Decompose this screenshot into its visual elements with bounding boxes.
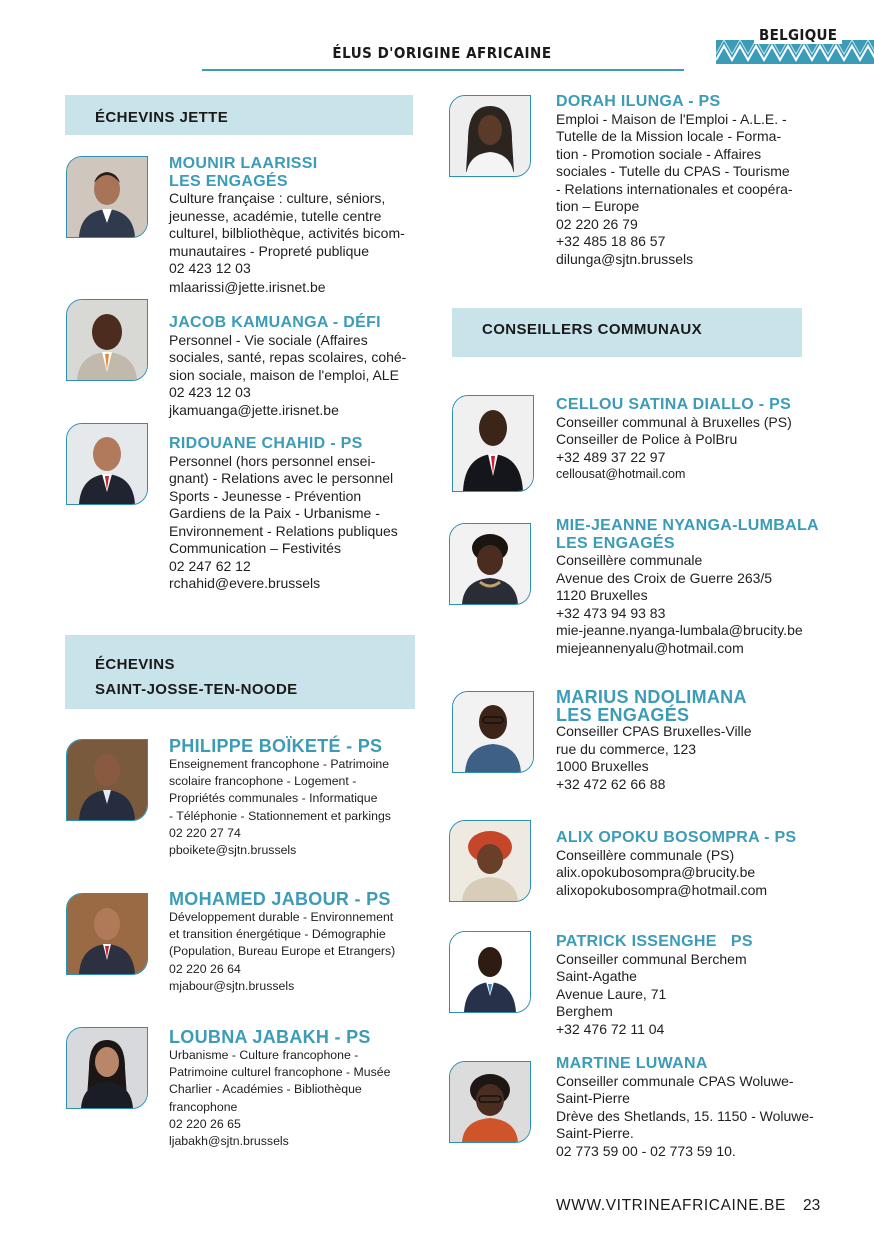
person-entry: [556, 933, 821, 1038]
person-email[interactable]: rchahid@evere.brussels: [169, 575, 321, 591]
person-detail: scolaire francophone - Logement -: [169, 774, 357, 789]
person-detail: Charlier - Académies - Bibliothèque: [169, 1082, 362, 1097]
person-name: ALIX OPOKU BOSOMPRA - PS: [556, 829, 797, 846]
section-title-line2: SAINT-JOSSE-TEN-NOODE: [95, 681, 298, 698]
person-detail: Sports - Jeunesse - Prévention: [169, 487, 362, 504]
region-label: BELGIQUE: [754, 26, 842, 44]
section-title: ÉCHEVINS JETTE: [95, 109, 229, 126]
person-entry: [169, 890, 424, 995]
person-detail: Enseignement francophone - Patrimoine: [169, 757, 390, 771]
person-detail: 1120 Bruxelles: [556, 587, 648, 603]
person-detail: Conseiller de Police à PolBru: [556, 431, 738, 447]
person-email[interactable]: pboikete@sjtn.brussels: [169, 843, 297, 858]
person-detail: francophone: [169, 1099, 238, 1114]
person-detail: Avenue des Croix de Guerre 263/5: [556, 569, 773, 586]
person-name: DORAH ILUNGA - PS: [556, 93, 721, 110]
portrait-photo: [449, 931, 531, 1013]
person-phone: 02 423 12 03: [169, 260, 251, 276]
page-title: ÉLUS D'ORIGINE AFRICAINE: [332, 44, 552, 62]
section-header-jette: [65, 95, 413, 135]
person-party: LES ENGAGÉS: [556, 705, 690, 725]
person-email[interactable]: mie-jeanne.nyanga-lumbala@brucity.be: [556, 622, 803, 638]
person-name: PHILIPPE BOÏKETÉ - PS: [169, 736, 383, 756]
person-detail: Personnel - Vie sociale (Affaires: [169, 331, 368, 348]
person-detail: Drève des Shetlands, 15. 1150 - Woluwe-: [556, 1107, 814, 1124]
portrait-photo: [66, 893, 148, 975]
person-detail: munautaires - Propreté publique: [169, 242, 370, 259]
person-detail: tion – Europe: [556, 198, 640, 214]
person-name: RIDOUANE CHAHID - PS: [169, 435, 363, 452]
region-badge: [716, 24, 874, 64]
person-detail: Saint-Pierre: [556, 1090, 630, 1106]
person-detail: Berghem: [556, 1003, 613, 1019]
person-email[interactable]: alixopokubosompra@hotmail.com: [556, 881, 768, 898]
person-detail: - Relations internationales et coopéra-: [556, 180, 793, 197]
person-detail: et transition énergétique - Démographie: [169, 927, 386, 942]
person-phone: 02 423 12 03: [169, 384, 251, 400]
person-entry: [556, 1055, 821, 1160]
person-name: CELLOU SATINA DIALLO - PS: [556, 396, 792, 413]
person-detail: - Téléphonie - Stationnement et parkings: [169, 808, 391, 823]
portrait-photo: [66, 299, 148, 381]
person-detail: Culture française : culture, séniors,: [169, 190, 386, 206]
person-detail: Tutelle de la Mission locale - Forma-: [556, 128, 782, 144]
person-detail: Environnement - Relations publiques: [169, 522, 398, 539]
person-phone: 02 220 26 64: [169, 961, 241, 976]
person-entry: [556, 396, 821, 484]
person-email[interactable]: ljabakh@sjtn.brussels: [169, 1134, 289, 1149]
portrait-photo: [66, 1027, 148, 1109]
person-name: MOUNIR LAARISSI: [169, 155, 318, 172]
person-detail: jeunesse, académie, tutelle centre: [169, 207, 382, 224]
person-detail: rue du commerce, 123: [556, 740, 697, 757]
person-detail: culturel, bilbliothèque, activités bicom-: [169, 225, 405, 241]
person-name: LOUBNA JABAKH - PS: [169, 1027, 371, 1047]
person-phone: 02 247 62 12: [169, 557, 251, 574]
person-detail: Gardiens de la Paix - Urbanisme -: [169, 505, 380, 521]
person-detail: Saint-Agathe: [556, 968, 637, 984]
person-entry: [169, 737, 424, 859]
person-email[interactable]: jkamuanga@jette.irisnet.be: [169, 401, 339, 418]
person-email[interactable]: dilunga@sjtn.brussels: [556, 250, 694, 267]
portrait-photo: [452, 395, 534, 492]
title-rule: [202, 69, 684, 71]
person-entry: [169, 314, 424, 419]
person-email[interactable]: mlaarissi@jette.irisnet.be: [169, 278, 326, 295]
person-detail: tion - Promotion sociale - Affaires: [556, 145, 762, 162]
person-detail: Conseillère communale (PS): [556, 846, 735, 863]
person-phone: +32 476 72 11 04: [556, 1020, 665, 1037]
person-phone: +32 485 18 86 57: [556, 233, 666, 249]
person-detail: Conseillère communale: [556, 552, 703, 568]
person-entry: [556, 93, 816, 268]
section-header-sjtn: [65, 635, 415, 709]
page-number: 23: [803, 1197, 821, 1214]
person-phone: +32 489 37 22 97: [556, 448, 666, 465]
footer-website-link[interactable]: WWW.VITRINEAFRICAINE.BE: [556, 1197, 786, 1214]
person-email[interactable]: alix.opokubosompra@brucity.be: [556, 864, 756, 880]
person-phone: 02 220 27 74: [169, 825, 241, 840]
portrait-photo: [66, 423, 148, 505]
person-name: JACOB KAMUANGA - DÉFI: [169, 314, 381, 331]
person-detail: sion sociale, maison de l'emploi, ALE: [169, 366, 399, 383]
person-phone: 02 773 59 00 - 02 773 59 10.: [556, 1142, 736, 1159]
person-detail: Conseiller CPAS Bruxelles-Ville: [556, 723, 752, 739]
person-email[interactable]: miejeannenyalu@hotmail.com: [556, 639, 744, 656]
person-entry: [556, 688, 821, 793]
person-detail: Conseiller communal à Bruxelles (PS): [556, 413, 792, 430]
person-name: MARIUS NDOLIMANA: [556, 687, 747, 707]
person-phone: +32 473 94 93 83: [556, 604, 666, 621]
person-detail: Développement durable - Environnement: [169, 910, 394, 924]
person-name: MOHAMED JABOUR - PS: [169, 889, 391, 909]
person-party: LES ENGAGÉS: [556, 534, 675, 552]
person-detail: Patrimoine culturel francophone - Musée: [169, 1065, 391, 1080]
person-name: MIE-JEANNE NYANGA-LUMBALA: [556, 517, 819, 534]
person-email[interactable]: cellousat@hotmail.com: [556, 467, 686, 481]
person-phone: 02 220 26 65: [169, 1116, 241, 1131]
person-detail: Urbanisme - Culture francophone -: [169, 1048, 359, 1062]
person-detail: Propriétés communales - Informatique: [169, 791, 378, 806]
person-detail: Saint-Pierre.: [556, 1125, 634, 1141]
person-entry: [169, 435, 424, 593]
person-detail: (Population, Bureau Europe et Etrangers): [169, 944, 396, 959]
portrait-photo: [449, 95, 531, 177]
section-title-line1: ÉCHEVINS: [95, 656, 175, 673]
person-detail: Avenue Laure, 71: [556, 985, 667, 1002]
person-entry: [169, 1028, 424, 1150]
person-entry: [556, 829, 821, 899]
person-detail: sociales, santé, repas scolaires, cohé-: [169, 349, 407, 365]
person-name: MARTINE LUWANA: [556, 1055, 708, 1072]
person-detail: sociales - Tutelle du CPAS - Tourisme: [556, 163, 790, 179]
person-email[interactable]: mjabour@sjtn.brussels: [169, 978, 295, 993]
person-detail: Emploi - Maison de l'Emploi - A.L.E. -: [556, 110, 787, 127]
person-detail: gnant) - Relations avec le personnel: [169, 470, 394, 486]
person-party: LES ENGAGÉS: [169, 172, 288, 190]
portrait-photo: [66, 156, 148, 238]
person-detail: Personnel (hors personnel ensei-: [169, 452, 376, 469]
person-phone: 02 220 26 79: [556, 215, 638, 232]
person-detail: Conseiller communal Berchem: [556, 950, 747, 967]
person-entry: [556, 517, 826, 657]
person-phone: +32 472 62 66 88: [556, 775, 666, 792]
portrait-photo: [449, 523, 531, 605]
person-detail: Communication – Festivités: [169, 540, 341, 556]
person-entry: [169, 155, 424, 296]
person-detail: 1000 Bruxelles: [556, 758, 649, 774]
portrait-photo: [452, 691, 534, 773]
portrait-photo: [66, 739, 148, 821]
portrait-photo: [449, 820, 531, 902]
person-detail: Conseiller communale CPAS Woluwe-: [556, 1072, 794, 1089]
portrait-photo: [449, 1061, 531, 1143]
section-header-conseillers: [452, 308, 802, 357]
section-title: CONSEILLERS COMMUNAUX: [482, 321, 703, 338]
person-name: PATRICK ISSENGHE PS: [556, 933, 753, 950]
